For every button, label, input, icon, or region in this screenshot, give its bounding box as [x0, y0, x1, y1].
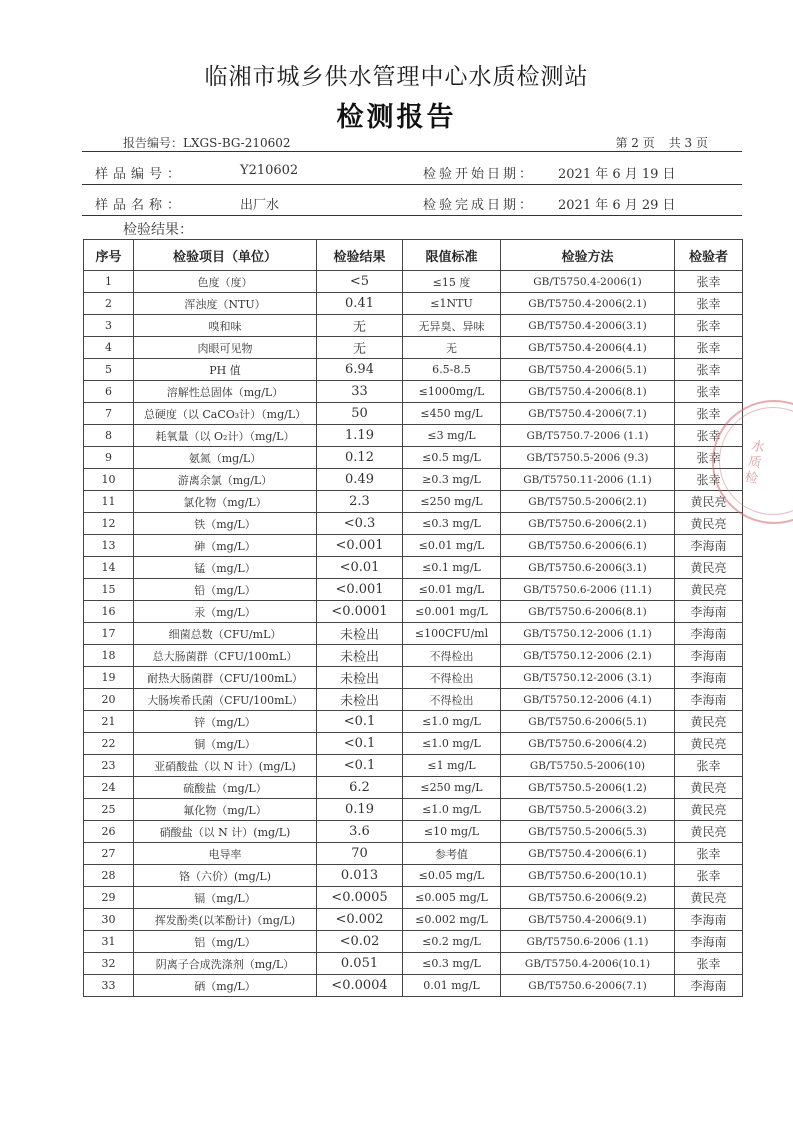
cell-tester: 张幸	[675, 403, 743, 425]
cell-seq: 11	[84, 491, 134, 513]
cell-tester: 李海南	[675, 689, 743, 711]
cell-limit: ≤0.01 mg/L	[403, 579, 501, 601]
cell-tester: 张幸	[675, 755, 743, 777]
table-row	[84, 865, 743, 887]
cell-limit: ≤0.002 mg/L	[403, 909, 501, 931]
seal-stamp-text: 水质检	[743, 438, 766, 488]
cell-seq: 14	[84, 557, 134, 579]
cell-item: 汞（mg/L）	[134, 601, 317, 623]
table-row	[84, 513, 743, 535]
cell-limit: 6.5-8.5	[403, 359, 501, 381]
table-row	[84, 359, 743, 381]
cell-item: 氟化物（mg/L）	[134, 799, 317, 821]
cell-result: 0.19	[317, 799, 403, 821]
cell-tester: 张幸	[675, 359, 743, 381]
cell-seq: 32	[84, 953, 134, 975]
cell-limit: ≤1 mg/L	[403, 755, 501, 777]
results-table	[83, 239, 743, 997]
cell-seq: 7	[84, 403, 134, 425]
cell-result: <0.001	[317, 535, 403, 557]
cell-tester: 黄民亮	[675, 799, 743, 821]
cell-seq: 30	[84, 909, 134, 931]
cell-result: <0.1	[317, 711, 403, 733]
cell-limit: ≤250 mg/L	[403, 777, 501, 799]
cell-result: <0.0004	[317, 975, 403, 997]
cell-method: GB/T5750.6-2006 (1.1)	[501, 931, 675, 953]
cell-seq: 33	[84, 975, 134, 997]
cell-tester: 李海南	[675, 645, 743, 667]
cell-result: 未检出	[317, 689, 403, 711]
cell-item: 铝（mg/L）	[134, 931, 317, 953]
cell-method: GB/T5750.5-2006(1.2)	[501, 777, 675, 799]
cell-item: 挥发酚类(以苯酚计)（mg/L)	[134, 909, 317, 931]
end-date-label: 检验完成日期：	[423, 198, 536, 213]
cell-method: GB/T5750.6-2006(3.1)	[501, 557, 675, 579]
table-row	[84, 645, 743, 667]
cell-method: GB/T5750.12-2006 (3.1)	[501, 667, 675, 689]
cell-item: 细菌总数（CFU/mL）	[134, 623, 317, 645]
cell-method: GB/T5750.5-2006(10)	[501, 755, 675, 777]
cell-limit: ≤0.005 mg/L	[403, 887, 501, 909]
cell-method: GB/T5750.11-2006 (1.1)	[501, 469, 675, 491]
cell-tester: 黄民亮	[675, 821, 743, 843]
cell-limit: ≤450 mg/L	[403, 403, 501, 425]
cell-seq: 25	[84, 799, 134, 821]
cell-seq: 16	[84, 601, 134, 623]
table-row	[84, 755, 743, 777]
cell-limit: ≤1NTU	[403, 293, 501, 315]
cell-method: GB/T5750.12-2006 (1.1)	[501, 623, 675, 645]
cell-item: 铁（mg/L）	[134, 513, 317, 535]
cell-method: GB/T5750.4-2006(9.1)	[501, 909, 675, 931]
report-title: 检测报告	[336, 102, 457, 133]
cell-item: 硝酸盐（以 N 计）(mg/L)	[134, 821, 317, 843]
cell-tester: 黄民亮	[675, 579, 743, 601]
cell-seq: 1	[84, 271, 134, 293]
cell-result: 33	[317, 381, 403, 403]
cell-method: GB/T5750.4-2006(1)	[501, 271, 675, 293]
cell-result: 1.19	[317, 425, 403, 447]
table-row	[84, 271, 743, 293]
cell-tester: 李海南	[675, 975, 743, 997]
table-row	[84, 953, 743, 975]
table-row	[84, 975, 743, 997]
cell-seq: 26	[84, 821, 134, 843]
results-table-body	[84, 271, 743, 997]
cell-tester: 张幸	[675, 843, 743, 865]
cell-limit: 无异臭、异味	[403, 315, 501, 337]
cell-item: 色度（度）	[134, 271, 317, 293]
page-total: 共 3 页	[668, 136, 708, 150]
cell-method: GB/T5750.6-2006(7.1)	[501, 975, 675, 997]
cell-seq: 4	[84, 337, 134, 359]
cell-seq: 27	[84, 843, 134, 865]
table-row	[84, 557, 743, 579]
cell-limit: ≤250 mg/L	[403, 491, 501, 513]
cell-tester: 张幸	[675, 447, 743, 469]
cell-limit: ≥0.3 mg/L	[403, 469, 501, 491]
cell-limit: ≤1000mg/L	[403, 381, 501, 403]
cell-result: 无	[317, 315, 403, 337]
cell-result: 6.94	[317, 359, 403, 381]
cell-limit: ≤3 mg/L	[403, 425, 501, 447]
cell-seq: 19	[84, 667, 134, 689]
cell-seq: 22	[84, 733, 134, 755]
cell-item: 硫酸盐（mg/L）	[134, 777, 317, 799]
cell-result: 6.2	[317, 777, 403, 799]
cell-limit: ≤0.01 mg/L	[403, 535, 501, 557]
cell-item: 氨氮（mg/L）	[134, 447, 317, 469]
cell-method: GB/T5750.5-2006(2.1)	[501, 491, 675, 513]
cell-limit: 0.01 mg/L	[403, 975, 501, 997]
cell-item: 游离余氯（mg/L）	[134, 469, 317, 491]
cell-result: 2.3	[317, 491, 403, 513]
cell-result: 0.12	[317, 447, 403, 469]
table-row	[84, 601, 743, 623]
cell-result: 0.051	[317, 953, 403, 975]
cell-result: <0.1	[317, 755, 403, 777]
header-item: 检验项目（单位）	[134, 240, 317, 271]
cell-limit: ≤0.2 mg/L	[403, 931, 501, 953]
cell-method: GB/T5750.5-2006(5.3)	[501, 821, 675, 843]
cell-limit: ≤100CFU/ml	[403, 623, 501, 645]
cell-item: 氯化物（mg/L）	[134, 491, 317, 513]
table-row	[84, 667, 743, 689]
table-row	[84, 491, 743, 513]
table-row	[84, 315, 743, 337]
cell-method: GB/T5750.4-2006(8.1)	[501, 381, 675, 403]
cell-seq: 6	[84, 381, 134, 403]
table-row	[84, 579, 743, 601]
table-row	[84, 623, 743, 645]
cell-result: 0.41	[317, 293, 403, 315]
table-row	[84, 535, 743, 557]
sample-no-value: Y210602	[240, 163, 299, 178]
cell-seq: 13	[84, 535, 134, 557]
cell-limit: ≤1.0 mg/L	[403, 799, 501, 821]
cell-result: <0.0001	[317, 601, 403, 623]
cell-item: 砷（mg/L）	[134, 535, 317, 557]
cell-tester: 李海南	[675, 909, 743, 931]
cell-limit: ≤0.3 mg/L	[403, 513, 501, 535]
cell-limit: 不得检出	[403, 667, 501, 689]
cell-result: 3.6	[317, 821, 403, 843]
table-row	[84, 337, 743, 359]
sample-name-value: 出厂水	[240, 198, 280, 213]
cell-tester: 李海南	[675, 601, 743, 623]
cell-seq: 23	[84, 755, 134, 777]
end-date-value: 2021 年 6 月 29 日	[558, 198, 676, 213]
cell-method: GB/T5750.6-2006(4.2)	[501, 733, 675, 755]
table-row	[84, 689, 743, 711]
table-row	[84, 711, 743, 733]
cell-seq: 31	[84, 931, 134, 953]
cell-tester: 黄民亮	[675, 777, 743, 799]
cell-result: 无	[317, 337, 403, 359]
table-row	[84, 931, 743, 953]
divider-middle	[82, 184, 742, 185]
cell-method: GB/T5750.6-2006(2.1)	[501, 513, 675, 535]
cell-result: <0.001	[317, 579, 403, 601]
cell-item: 总硬度（以 CaCO₃计）（mg/L）	[134, 403, 317, 425]
cell-item: 耐热大肠菌群（CFU/100mL）	[134, 667, 317, 689]
table-row	[84, 843, 743, 865]
header-result: 检验结果	[317, 240, 403, 271]
cell-seq: 24	[84, 777, 134, 799]
cell-limit: ≤0.05 mg/L	[403, 865, 501, 887]
page-indicator	[601, 134, 708, 151]
cell-result: <0.01	[317, 557, 403, 579]
cell-method: GB/T5750.6-2006(6.1)	[501, 535, 675, 557]
cell-seq: 9	[84, 447, 134, 469]
table-row	[84, 293, 743, 315]
cell-item: 总大肠菌群（CFU/100mL）	[134, 645, 317, 667]
cell-tester: 张幸	[675, 953, 743, 975]
cell-tester: 张幸	[675, 865, 743, 887]
cell-seq: 17	[84, 623, 134, 645]
cell-result: 未检出	[317, 667, 403, 689]
page-current: 第 2 页	[615, 136, 655, 150]
table-row	[84, 909, 743, 931]
table-row	[84, 799, 743, 821]
cell-item: 大肠埃希氏菌（CFU/100mL）	[134, 689, 317, 711]
cell-item: 电导率	[134, 843, 317, 865]
cell-item: 铜（mg/L）	[134, 733, 317, 755]
cell-tester: 黄民亮	[675, 557, 743, 579]
cell-seq: 28	[84, 865, 134, 887]
cell-item: 铬（六价）(mg/L)	[134, 865, 317, 887]
table-row	[84, 381, 743, 403]
organization-title: 临湘市城乡供水管理中心水质检测站	[204, 64, 589, 90]
results-label: 检验结果：	[123, 222, 193, 238]
start-date-label: 检验开始日期：	[423, 167, 536, 182]
cell-item: 浑浊度（NTU）	[134, 293, 317, 315]
table-row	[84, 821, 743, 843]
cell-seq: 15	[84, 579, 134, 601]
cell-result: 0.013	[317, 865, 403, 887]
table-row	[84, 733, 743, 755]
cell-limit: ≤0.3 mg/L	[403, 953, 501, 975]
cell-limit: 不得检出	[403, 645, 501, 667]
header-limit: 限值标准	[403, 240, 501, 271]
cell-seq: 29	[84, 887, 134, 909]
cell-result: <0.02	[317, 931, 403, 953]
cell-limit: 无	[403, 337, 501, 359]
cell-method: GB/T5750.6-2006 (11.1)	[501, 579, 675, 601]
cell-method: GB/T5750.5-2006 (9.3)	[501, 447, 675, 469]
cell-limit: ≤10 mg/L	[403, 821, 501, 843]
cell-item: PH 值	[134, 359, 317, 381]
cell-tester: 李海南	[675, 931, 743, 953]
cell-result: 70	[317, 843, 403, 865]
table-row	[84, 425, 743, 447]
cell-result: <0.1	[317, 733, 403, 755]
header-method: 检验方法	[501, 240, 675, 271]
table-row	[84, 447, 743, 469]
header-tester: 检验者	[675, 240, 743, 271]
cell-result: 未检出	[317, 623, 403, 645]
cell-item: 亚硝酸盐（以 N 计）(mg/L)	[134, 755, 317, 777]
cell-result: <0.002	[317, 909, 403, 931]
table-row	[84, 469, 743, 491]
cell-seq: 21	[84, 711, 134, 733]
table-row	[84, 887, 743, 909]
cell-result: <0.0005	[317, 887, 403, 909]
cell-method: GB/T5750.6-2006(8.1)	[501, 601, 675, 623]
cell-tester: 张幸	[675, 315, 743, 337]
cell-tester: 张幸	[675, 469, 743, 491]
cell-item: 肉眼可见物	[134, 337, 317, 359]
cell-limit: ≤0.5 mg/L	[403, 447, 501, 469]
cell-method: GB/T5750.5-2006(3.2)	[501, 799, 675, 821]
cell-seq: 10	[84, 469, 134, 491]
cell-tester: 张幸	[675, 293, 743, 315]
cell-limit: ≤1.0 mg/L	[403, 711, 501, 733]
cell-tester: 张幸	[675, 337, 743, 359]
cell-limit: ≤0.001 mg/L	[403, 601, 501, 623]
cell-tester: 黄民亮	[675, 513, 743, 535]
cell-method: GB/T5750.6-2006(5.1)	[501, 711, 675, 733]
cell-item: 锌（mg/L）	[134, 711, 317, 733]
cell-method: GB/T5750.4-2006(7.1)	[501, 403, 675, 425]
sample-name-label: 样品名称：	[95, 198, 186, 213]
cell-method: GB/T5750.4-2006(4.1)	[501, 337, 675, 359]
cell-method: GB/T5750.4-2006(3.1)	[501, 315, 675, 337]
cell-seq: 8	[84, 425, 134, 447]
cell-limit: 参考值	[403, 843, 501, 865]
cell-tester: 黄民亮	[675, 491, 743, 513]
cell-tester: 黄民亮	[675, 887, 743, 909]
cell-seq: 20	[84, 689, 134, 711]
cell-method: GB/T5750.4-2006(6.1)	[501, 843, 675, 865]
cell-method: GB/T5750.7-2006 (1.1)	[501, 425, 675, 447]
cell-tester: 李海南	[675, 667, 743, 689]
cell-seq: 3	[84, 315, 134, 337]
cell-tester: 黄民亮	[675, 711, 743, 733]
cell-result: 0.49	[317, 469, 403, 491]
cell-item: 溶解性总固体（mg/L）	[134, 381, 317, 403]
start-date-value: 2021 年 6 月 19 日	[558, 167, 676, 182]
cell-method: GB/T5750.4-2006(5.1)	[501, 359, 675, 381]
cell-seq: 5	[84, 359, 134, 381]
cell-method: GB/T5750.12-2006 (4.1)	[501, 689, 675, 711]
header-seq: 序号	[84, 240, 134, 271]
table-header-row	[84, 240, 743, 271]
cell-result: <5	[317, 271, 403, 293]
cell-result: 未检出	[317, 645, 403, 667]
cell-tester: 李海南	[675, 535, 743, 557]
table-row	[84, 403, 743, 425]
cell-seq: 2	[84, 293, 134, 315]
report-number: 报告编号：LXGS-BG-210602	[123, 136, 291, 150]
sample-no-label: 样品编号：	[95, 167, 186, 182]
cell-seq: 12	[84, 513, 134, 535]
cell-tester: 李海南	[675, 623, 743, 645]
cell-tester: 张幸	[675, 271, 743, 293]
cell-result: <0.3	[317, 513, 403, 535]
cell-item: 镉（mg/L）	[134, 887, 317, 909]
cell-tester: 张幸	[675, 425, 743, 447]
cell-limit: ≤15 度	[403, 271, 501, 293]
cell-limit: 不得检出	[403, 689, 501, 711]
cell-result: 50	[317, 403, 403, 425]
cell-item: 铅（mg/L）	[134, 579, 317, 601]
cell-item: 阴离子合成洗涤剂（mg/L）	[134, 953, 317, 975]
cell-method: GB/T5750.4-2006(2.1)	[501, 293, 675, 315]
cell-limit: ≤0.1 mg/L	[403, 557, 501, 579]
cell-item: 嗅和味	[134, 315, 317, 337]
cell-item: 硒（mg/L）	[134, 975, 317, 997]
cell-item: 耗氧量（以 O₂计）（mg/L）	[134, 425, 317, 447]
cell-tester: 张幸	[675, 381, 743, 403]
divider-bottom	[82, 215, 742, 216]
cell-method: GB/T5750.6-2006(9.2)	[501, 887, 675, 909]
cell-tester: 黄民亮	[675, 733, 743, 755]
cell-limit: ≤1.0 mg/L	[403, 733, 501, 755]
cell-seq: 18	[84, 645, 134, 667]
table-row	[84, 777, 743, 799]
cell-method: GB/T5750.12-2006 (2.1)	[501, 645, 675, 667]
cell-method: GB/T5750.4-2006(10.1)	[501, 953, 675, 975]
cell-item: 锰（mg/L）	[134, 557, 317, 579]
divider-top	[82, 151, 742, 152]
cell-method: GB/T5750.6-200(10.1)	[501, 865, 675, 887]
